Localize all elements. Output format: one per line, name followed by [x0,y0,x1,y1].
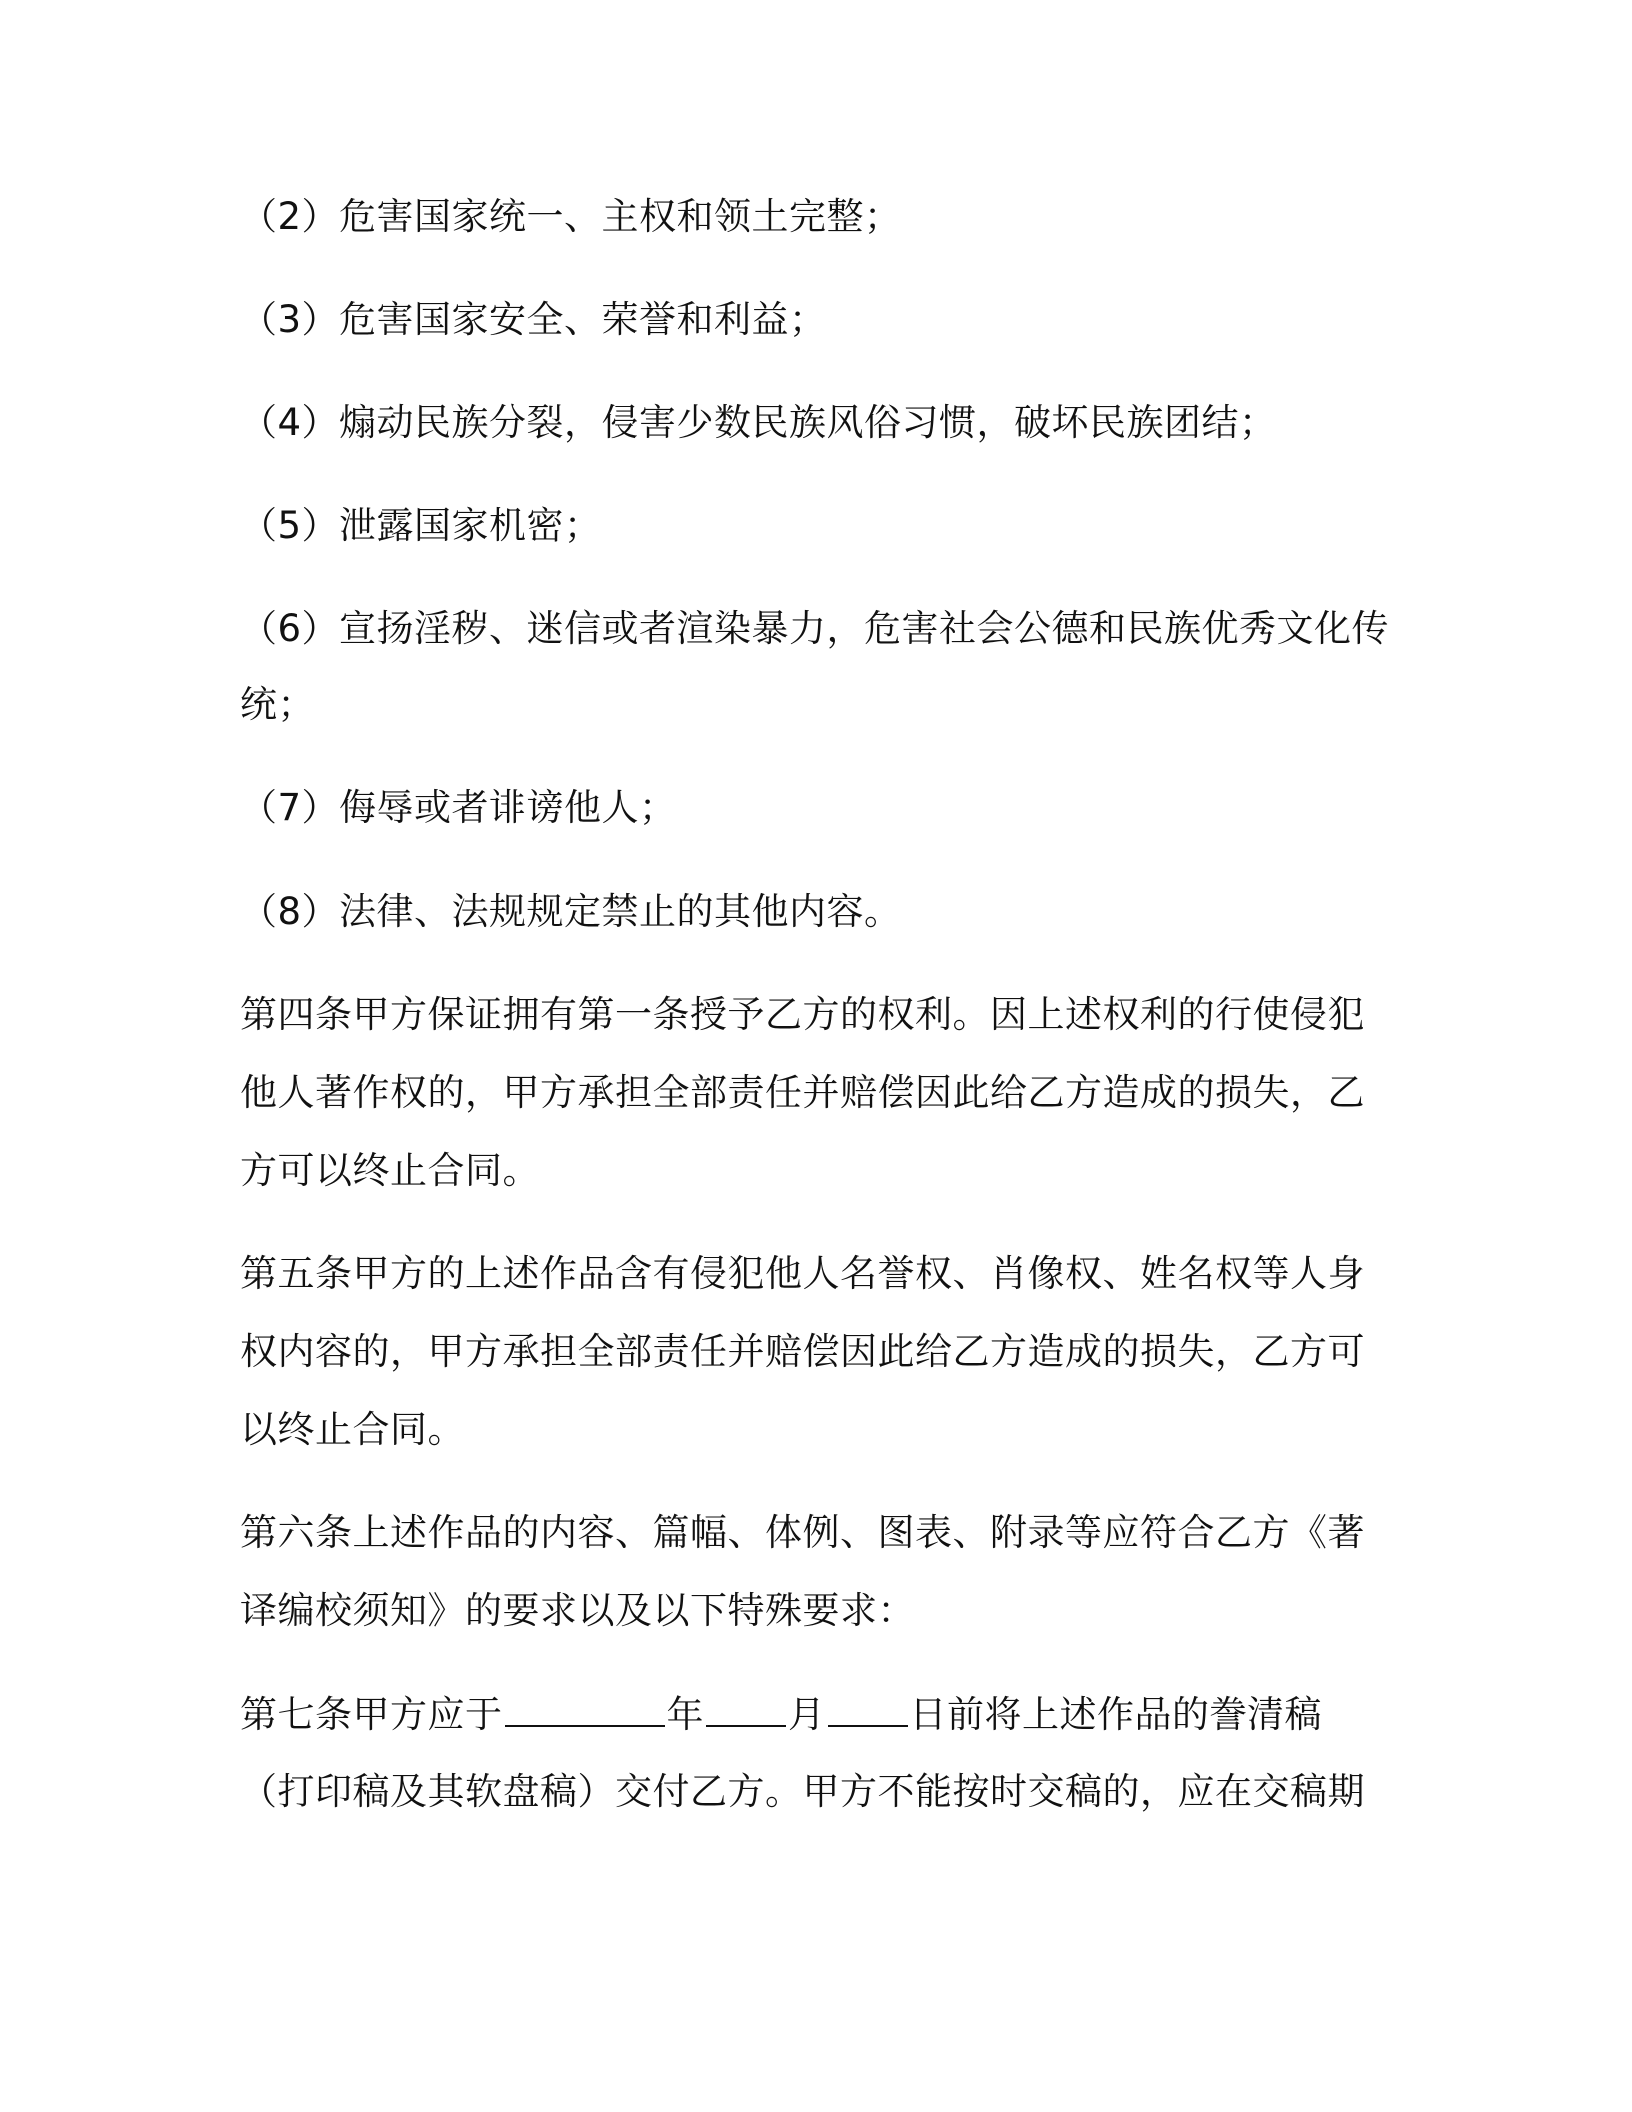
article-6-line-1: 第六条上述作品的内容、篇幅、体例、图表、附录等应符合乙方《著 [240,1511,1365,1554]
list-item-4: （4）煽动民族分裂，侵害少数民族风俗习惯，破坏民族团结； [240,401,1277,444]
list-item-7: （7）侮辱或者诽谤他人； [240,786,677,829]
article-6-line-2: 译编校须知》的要求以及以下特殊要求： [240,1589,915,1632]
article-4-line-2: 他人著作权的，甲方承担全部责任并赔偿因此给乙方造成的损失，乙 [240,1071,1365,1114]
month-blank [706,1689,786,1727]
day-blank [828,1689,908,1727]
article-4-line-1: 第四条甲方保证拥有第一条授予乙方的权利。因上述权利的行使侵犯 [240,993,1365,1036]
article-5-line-2: 权内容的，甲方承担全部责任并赔偿因此给乙方造成的损失，乙方可 [240,1330,1365,1373]
list-item-6: （6）宣扬淫秽、迷信或者渲染暴力，危害社会公德和民族优秀文化传 [240,607,1390,650]
article-7-suffix: 日前将上述作品的誊清稿 [909,1693,1322,1736]
list-item-6-continued: 统； [240,683,315,726]
year-label: 年 [666,1693,704,1736]
article-5-line-1: 第五条甲方的上述作品含有侵犯他人名誉权、肖像权、姓名权等人身 [240,1252,1365,1295]
list-item-8: （8）法律、法规规定禁止的其他内容。 [240,890,902,933]
article-4-line-3: 方可以终止合同。 [240,1149,540,1192]
month-label: 月 [788,1693,826,1736]
year-blank [505,1689,665,1727]
article-7-prefix: 第七条甲方应于 [240,1693,503,1736]
list-item-5: （5）泄露国家机密； [240,504,602,547]
article-7-line-1 [240,1689,1400,1740]
article-7-line-2: （打印稿及其软盘稿）交付乙方。甲方不能按时交稿的，应在交稿期 [240,1770,1365,1813]
list-item-3: （3）危害国家安全、荣誉和利益； [240,298,827,341]
list-item-2: （2）危害国家统一、主权和领土完整； [240,195,902,238]
article-5-line-3: 以终止合同。 [240,1408,465,1451]
